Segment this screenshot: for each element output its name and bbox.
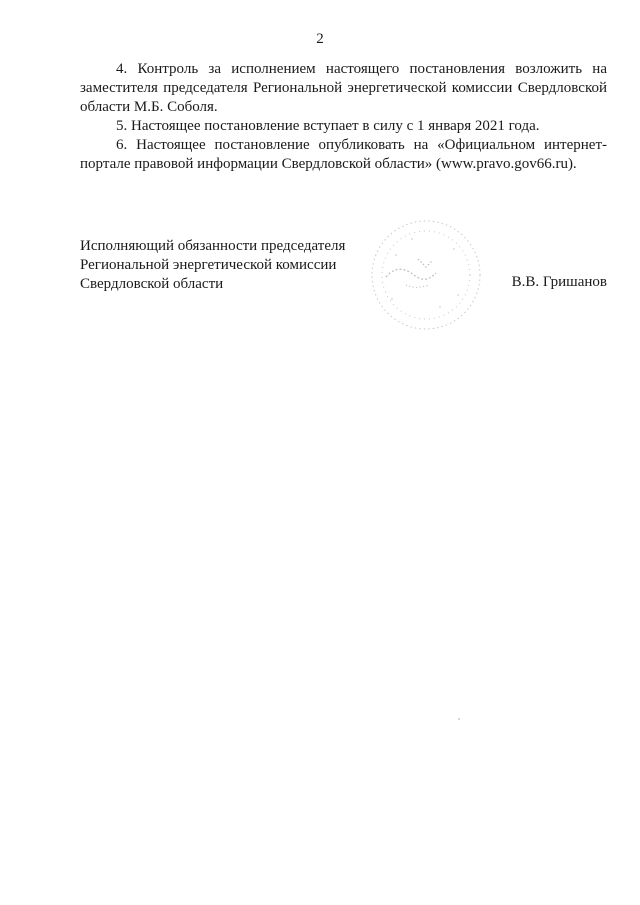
signer-position	[80, 237, 345, 294]
signer-name: В.В. Гришанов	[511, 274, 607, 290]
signer-position-line: Свердловской области	[80, 276, 224, 292]
scan-speck	[458, 718, 460, 720]
paragraph-control: 4. Контроль за исполнением настоящего постановления возложить на заместителя председателя Региональной энергетической комиссии Свердловской области М.Б. Соболя.	[80, 61, 607, 115]
page-number: 2	[316, 31, 324, 47]
signature-block	[80, 237, 607, 347]
paragraph-effective-date: 5. Настоящее постановление вступает в силу с 1 января 2021 года.	[116, 118, 540, 134]
signer-position-line: Исполняющий обязанности председателя	[80, 238, 346, 254]
signer-position-line: Региональной энергетической комиссии	[80, 257, 337, 273]
document-body	[80, 60, 607, 174]
paragraph-publication: 6. Настоящее постановление опубликовать на «Официальном интернет-портале правовой информации Свердловской области» (www.pravo.gov66.ru).	[80, 137, 607, 172]
faint-seal-stamp-icon	[366, 215, 486, 335]
